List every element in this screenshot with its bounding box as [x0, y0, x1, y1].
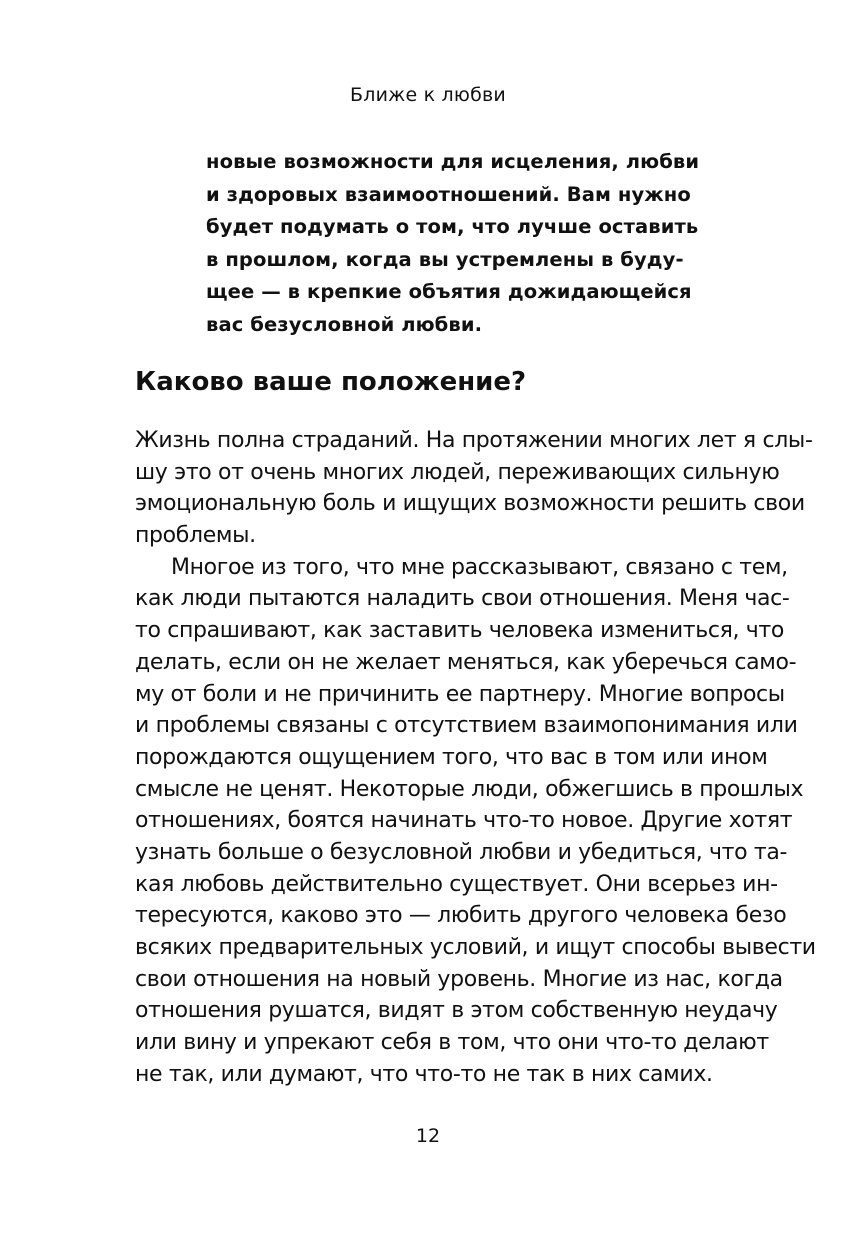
body-line: свои отношения на новый уровень. Многие из нас, когда: [135, 966, 783, 992]
callout-line: вас безусловной любви.: [206, 312, 483, 336]
paragraph-1: [135, 425, 813, 552]
body-line: кая любовь действительно существует. Они всерьез ин-: [135, 871, 778, 897]
body-line: всяких предварительных условий, и ищут способы вывести: [135, 935, 816, 960]
body-line: или вину и упрекают себя в том, что они что-то делают: [135, 1030, 769, 1056]
running-header: Ближе к любви: [350, 84, 506, 106]
body-line: отношениях, боятся начинать что-то новое. Другие хотят: [135, 808, 793, 834]
paragraph-2: [135, 552, 816, 1091]
callout-block: [206, 146, 700, 342]
body-line: узнать больше о безусловной любви и убедиться, что та-: [135, 839, 788, 865]
body-line: Жизнь полна страданий. На протяжении многих лет я слы-: [135, 428, 813, 453]
callout-line: и здоровых взаимоотношений. Вам нужно: [206, 182, 691, 206]
section-heading: Каково ваше положение?: [135, 367, 527, 397]
body-line: то спрашивают, как заставить человека измениться, что: [135, 618, 785, 644]
body-line: отношения рушатся, видят в этом собственную неудачу: [135, 998, 778, 1024]
body-line: делать, если он не желает меняться, как уберечься само-: [135, 649, 797, 675]
body-line: шу это от очень многих людей, переживающих сильную: [135, 459, 780, 485]
body-line: не так, или думают, что что-то не так в них самих.: [135, 1061, 713, 1087]
callout-line: в прошлом, когда вы устремлены в буду-: [206, 247, 684, 271]
body-line: и проблемы связаны с отсутствием взаимопонимания или: [135, 713, 798, 739]
callout-line: щее — в крепкие объятия дожидающейся: [206, 280, 692, 304]
body-line: как люди пытаются наладить свои отношения. Меня час-: [135, 586, 790, 612]
body-text: [135, 425, 816, 1090]
body-line: тересуются, каково это — любить другого человека безо: [135, 903, 787, 929]
body-line: смысле не ценят. Некоторые люди, обжегшись в прошлых: [135, 776, 804, 802]
body-line: порождаются ощущением того, что вас в том или ином: [135, 744, 768, 770]
body-line: проблемы.: [135, 523, 256, 549]
body-line: Многое из того, что мне рассказывают, связано с тем,: [171, 554, 788, 580]
callout-line: новые возможности для исцеления, любви: [206, 150, 700, 173]
body-line: му от боли и не причинить ее партнеру. Многие вопросы: [135, 681, 785, 707]
body-line: эмоциональную боль и ищущих возможности решить свои: [135, 491, 805, 517]
callout-line: будет подумать о том, что лучше оставить: [206, 215, 699, 239]
page-number: 12: [415, 1125, 441, 1147]
